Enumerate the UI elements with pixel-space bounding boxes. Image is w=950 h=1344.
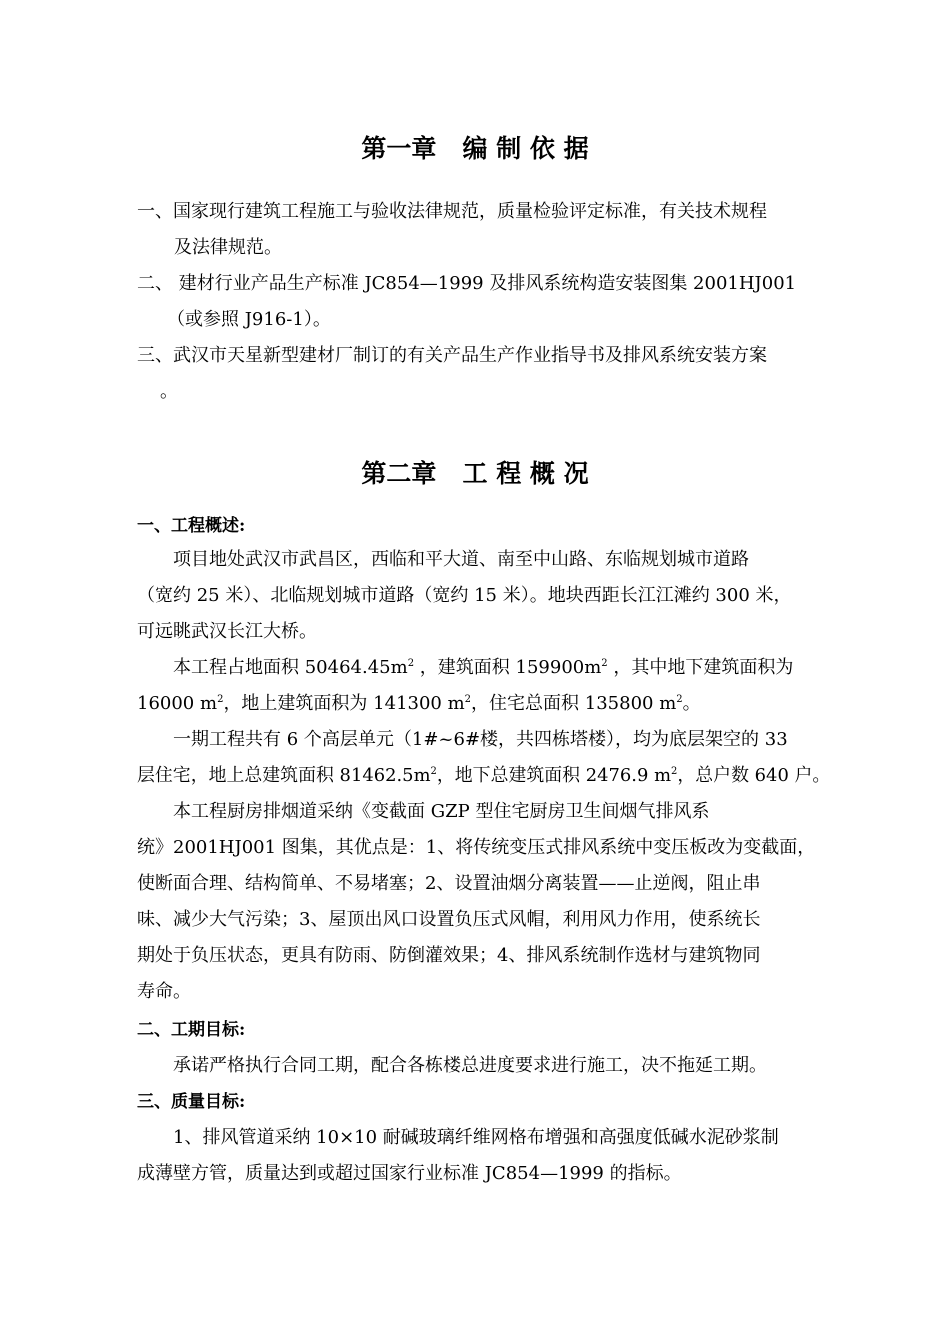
basis-item-3-cont: 。 — [160, 381, 178, 402]
overview-p4-line4: 味、减少大气污染；3、屋顶出风口设置负压式风帽，利用风力作用，使系统长 — [137, 909, 761, 930]
above-ground-area-text: ，地上建筑面积为 141300 m — [223, 693, 465, 714]
overview-p1-line1: 项目地处武汉市武昌区，西临和平大道、南至中山路、东临规划城市道路 — [173, 549, 749, 570]
basis-item-3: 三、武汉市天星新型建材厂制订的有关产品生产作业指导书及排风系统安装方案 — [137, 345, 767, 366]
section-schedule-heading: 二、工期目标: — [137, 1020, 246, 1040]
underground-area-text: ，其中地下建筑面积为 — [607, 657, 794, 678]
overview-p4-line6: 寿命。 — [137, 981, 191, 1002]
overview-p1-line2: （宽约 25 米）、北临规划城市道路（宽约 15 米）。地块西距长江江滩约 300 米， — [137, 585, 792, 606]
overview-p4-line2: 统》2001HJ001 图集，其优点是：1、将传统变压式排风系统中变压板改为变截面， — [137, 837, 816, 858]
superscript: 2 — [464, 694, 472, 705]
superscript: 2 — [601, 658, 608, 669]
basis-item-2: 二、 建材行业产品生产标准 JC854—1999 及排风系统构造安装图集 2001HJ001 — [137, 273, 797, 294]
superscript: 2 — [217, 694, 224, 705]
quality-p1-line2: 成薄壁方管，质量达到或超过国家行业标准 JC854—1999 的指标。 — [137, 1163, 682, 1184]
superscript: 2 — [671, 766, 678, 777]
household-count-text: ，总户数 640 户。 — [677, 765, 831, 786]
underground-area-value: 16000 m — [137, 693, 218, 714]
phase1-underground-text: ，地下总建筑面积 2476.9 m — [436, 765, 672, 786]
superscript: 2 — [430, 766, 437, 777]
phase1-area-text: 层住宅，地上总建筑面积 81462.5m — [137, 765, 431, 786]
overview-p4-line3: 使断面合理、结构简单、不易堵塞；2、设置油烟分离装置——止逆阀，阻止串 — [137, 873, 761, 894]
overview-p2-line2 — [137, 692, 701, 716]
overview-p3-line2 — [137, 764, 830, 788]
building-area-text: ，建筑面积 159900m — [414, 657, 602, 678]
section-overview-heading: 一、工程概述: — [137, 516, 246, 536]
chapter-1-title: 第一章 编 制 依 据 — [361, 134, 589, 163]
superscript: 2 — [676, 694, 683, 705]
basis-item-2-cont: （或参照 J916-1）。 — [167, 309, 331, 330]
overview-p4-line5: 期处于负压状态，更具有防雨、防倒灌效果；4、排风系统制作选材与建筑物同 — [137, 945, 761, 966]
basis-item-1: 一、国家现行建筑工程施工与验收法律规范，质量检验评定标准，有关技术规程 — [137, 201, 767, 222]
overview-p1-line3: 可远眺武汉长江大桥。 — [137, 621, 317, 642]
site-area-text: 本工程占地面积 50464.45m — [173, 657, 408, 678]
overview-p4-line1: 本工程厨房排烟道采纳《变截面 GZP 型住宅厨房卫生间烟气排风系 — [173, 801, 710, 822]
schedule-text: 承诺严格执行合同工期，配合各栋楼总进度要求进行施工，决不拖延工期。 — [173, 1055, 767, 1076]
basis-item-1-cont: 及法律规范。 — [174, 237, 282, 258]
section-quality-heading: 三、质量目标: — [137, 1092, 246, 1112]
residential-area-text: ，住宅总面积 135800 m — [471, 693, 677, 714]
superscript: 2 — [407, 658, 415, 669]
overview-p3-line1: 一期工程共有 6 个高层单元（1#~6#楼，共四栋塔楼），均为底层架空的 33 — [173, 729, 788, 750]
period: 。 — [682, 693, 701, 714]
overview-p2-line1 — [173, 656, 793, 680]
quality-p1-line1: 1、排风管道采纳 10×10 耐碱玻璃纤维网格布增强和高强度低碱水泥砂浆制 — [173, 1127, 779, 1148]
chapter-2-title: 第二章 工 程 概 况 — [361, 459, 589, 488]
